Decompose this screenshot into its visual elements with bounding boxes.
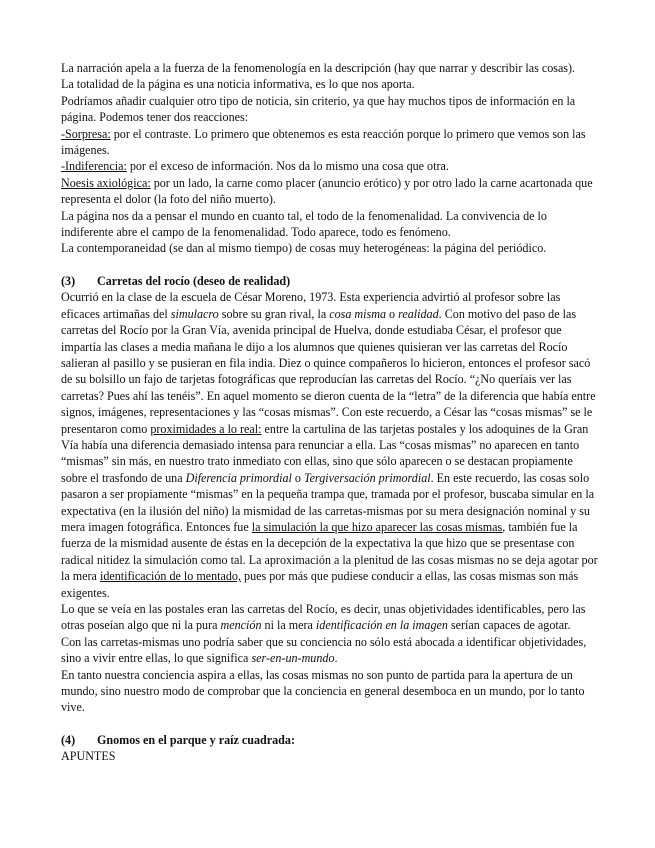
section-3-paragraph-2: Lo que se veía en las postales eran las carretas del Rocío, es decir, unas objetividades identificables, pero las otras poseían algo que ni la pura mención ni la mera identificación en la imagen serían capaces de agotar. <box>61 602 586 633</box>
underline-simulacion: la simulación la que hizo aparecer las cosas mismas <box>251 519 503 534</box>
indiferencia-text: por el exceso de información. Nos da lo mismo una cosa que otra. <box>126 159 449 174</box>
underline-proximidades: proximidades a lo real: <box>150 421 262 436</box>
intro-paragraph-totalidad: La totalidad de la página es una noticia informativa, es lo que nos aporta. <box>61 77 415 92</box>
intro-item-noesis <box>61 175 601 208</box>
document-page <box>61 60 601 765</box>
intro-paragraph-narracion: La narración apela a la fuerza de la fenomenología en la descripción (hay que narrar y describir las cosas). <box>61 61 576 75</box>
sorpresa-label: -Sorpresa: <box>61 126 111 141</box>
section-3-number: (3) <box>61 273 76 288</box>
intro-paragraph-contemporaneidad: La contemporaneidad (se dan al mismo tiempo) de cosas muy heterogéneas: la página del periódico. <box>61 241 547 256</box>
intro-paragraph-reacciones: Podríamos añadir cualquier otro tipo de noticia, sin criterio, ya que hay muchos tipos de información en la página. Podemos tener dos reacciones: <box>61 93 576 125</box>
section-3-paragraph-1: Ocurrió en la clase de la escuela de César Moreno, 1973. Esta experiencia advirtió al profesor sobre las eficaces artimañas del simulacro sobre su gran rival, la cosa misma o realidad. Con motivo del paso de las carretas del Rocío por la Gran Vía, avenida principal de Huelva, donde estudiaba César, el profesor que impartía las clases a media mañana le dijo a los alumnos que quienes quisieran ver las carretas del Rocío salieran al pasillo y se pusieran en fila india. Diez o quince compañeros lo hicieron, entonces el profesor sacó de su bolsillo un fajo de tarjetas fotográficas que reproducían las carretas del Rocío. “¿No queríais ver las carretas? Pues ahí las tenéis”. En aquel momento se dieron cuenta de la “letra” de la diferencia que había entre signos, imágenes, representaciones y las “cosas mismas”. Con este recuerdo, a César las “cosas mismas” se le presentaron como proximidades a lo real: entre la cartulina de las tarjetas postales y los adoquines de la Gran Vía había una diferencia demasiado intensa para renunciar a ella. Las “cosas mismas” no aparecen en tanto “mismas” sin más, en nuestro trato inmediato con ellas, sino que sólo aparecen o se destacan propiamente sobre el trasfondo de una Diferencia primordial o Tergiversación primordial. En este recuerdo, las cosas solo pasaron a ser propiamente “mismas” en la pequeña trampa que, tramada por el profesor, buscaba simular en la expectativa (en la ilusión del niño) la mismidad de las carretas-mismas por su mera designación nominal y su mera imagen fotográfica. Entonces fue la simulación la que hizo aparecer las cosas mismas, también fue la fuerza de la mismidad ausente de éstas en la decepción de la expectativa la que hizo que se presentase con radical nitidez la simulación como tal. La aproximación a la plenitud de las cosas mismas no se deja agotar por la mera identificación de lo mentado, pues por más que pudiese conducir a ellas, las cosas mismas son más exigentes. <box>61 290 598 600</box>
underline-identificacion: identificación de lo mentado, <box>99 569 241 584</box>
section-3-title: Carretas del rocío (deseo de realidad) <box>97 273 291 288</box>
sorpresa-text: por el contraste. Lo primero que obtenemos es esta reacción porque lo primero que vemos son las imágenes. <box>61 126 586 158</box>
section-4-title: Gnomos en el parque y raíz cuadrada: <box>97 732 295 747</box>
section-3-paragraph-4: En tanto nuestra conciencia aspira a ellas, las cosas mismas no son punto de partida para la apertura de un mundo, sino nuestro modo de comprobar que la conciencia en general desemboca en un mundo, por lo tanto vive. <box>61 667 585 715</box>
indiferencia-label: -Indiferencia: <box>61 159 127 174</box>
section-3-heading <box>61 273 601 289</box>
intro-item-sorpresa <box>61 126 601 159</box>
intro-item-indiferencia <box>61 158 601 174</box>
noesis-label: Noesis axiológica: <box>61 175 151 190</box>
section-3-paragraph-3: Con las carretas-mismas uno podría saber que su conciencia no sólo está abocada a identificar objetividades, sino a vivir entre ellas, lo que significa ser-en-un-mundo. <box>61 634 587 666</box>
section-4-subtitle: APUNTES <box>61 749 116 764</box>
intro-paragraph-fenomenalidad: La página nos da a pensar el mundo en cuanto tal, el todo de la fenomenalidad. La convivencia de lo indiferente abre el campo de la fenomenalidad. Todo aparece, todo es fenómeno. <box>61 208 547 240</box>
section-4-number: (4) <box>61 732 76 747</box>
noesis-text: por un lado, la carne como placer (anuncio erótico) y por otro lado la carne acartonada que representa el dolor (la foto del niño muerto). <box>61 175 593 207</box>
section-4-heading <box>61 732 601 748</box>
